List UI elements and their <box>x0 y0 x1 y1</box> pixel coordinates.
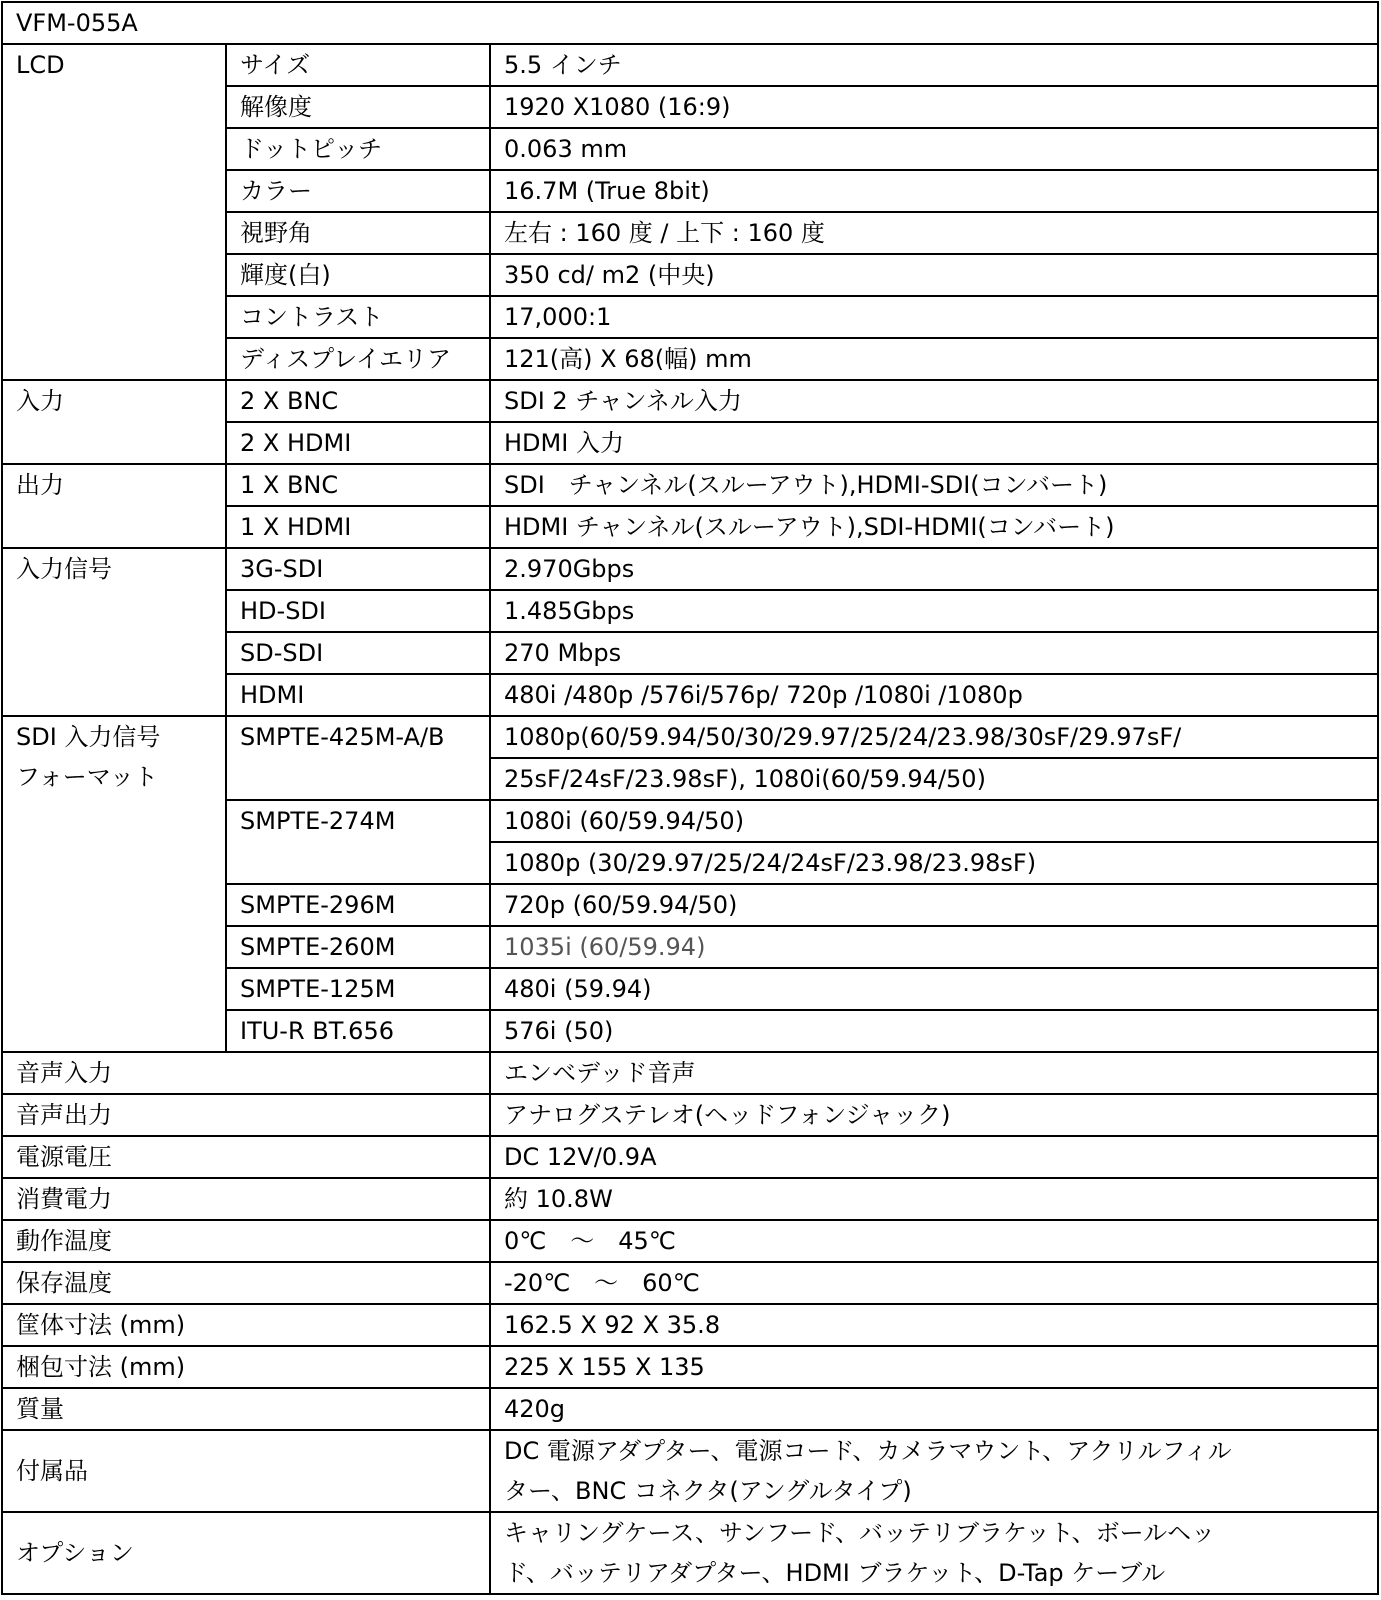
spec-row <box>2 1388 1378 1430</box>
spec-value: 350 cd/ m2 (中央) <box>490 254 1378 296</box>
model-title: VFM-055A <box>2 2 1378 44</box>
spec-label: 音声出力 <box>2 1094 490 1136</box>
spec-value: 270 Mbps <box>490 632 1378 674</box>
spec-value: -20℃ ～ 60℃ <box>490 1262 1378 1304</box>
spec-row <box>2 1052 1378 1094</box>
spec-row <box>2 1136 1378 1178</box>
input-signal-row <box>2 548 1378 590</box>
spec-value: 17,000:1 <box>490 296 1378 338</box>
spec-name: SMPTE-425M-A/B <box>226 716 490 800</box>
spec-value: 5.5 インチ <box>490 44 1378 86</box>
spec-value: HDMI 入力 <box>490 422 1378 464</box>
spec-name: 1 X BNC <box>226 464 490 506</box>
spec-label: 質量 <box>2 1388 490 1430</box>
spec-value: 約 10.8W <box>490 1178 1378 1220</box>
spec-row <box>2 1346 1378 1388</box>
spec-name: SD-SDI <box>226 632 490 674</box>
spec-value: 1920 X1080 (16:9) <box>490 86 1378 128</box>
accessories-row <box>2 1430 1378 1512</box>
accessories-line2: ター、BNC コネクタ(アングルタイプ) <box>504 1477 912 1505</box>
input-label: 入力 <box>2 380 226 464</box>
spec-name: 3G-SDI <box>226 548 490 590</box>
spec-value: 576i (50) <box>490 1010 1378 1052</box>
spec-name: 輝度(白) <box>226 254 490 296</box>
spec-value: DC 12V/0.9A <box>490 1136 1378 1178</box>
spec-name: カラー <box>226 170 490 212</box>
spec-value: 0℃ ～ 45℃ <box>490 1220 1378 1262</box>
sdi-format-row <box>2 716 1378 758</box>
spec-value: SDI チャンネル(スルーアウト),HDMI-SDI(コンバート) <box>490 464 1378 506</box>
spec-row <box>2 1220 1378 1262</box>
spec-row <box>2 1178 1378 1220</box>
spec-value: 0.063 mm <box>490 128 1378 170</box>
spec-value: 左右 : 160 度 / 上下 : 160 度 <box>490 212 1378 254</box>
options-line1: キャリングケース、サンフード、バッテリブラケット、ボールヘッ <box>504 1519 1216 1547</box>
spec-value: 1.485Gbps <box>490 590 1378 632</box>
spec-name: HDMI <box>226 674 490 716</box>
options-value <box>490 1512 1378 1594</box>
lcd-row <box>2 44 1378 86</box>
options-line2: ド、バッテリアダプター、HDMI ブラケット、D-Tap ケーブル <box>504 1559 1166 1587</box>
spec-value: 720p (60/59.94/50) <box>490 884 1378 926</box>
spec-name: ディスプレイエリア <box>226 338 490 380</box>
spec-value: 1080p(60/59.94/50/30/29.97/25/24/23.98/30sF/29.97sF/ <box>490 716 1378 758</box>
accessories-line1: DC 電源アダプター、電源コード、カメラマウント、アクリルフィル <box>504 1437 1232 1465</box>
spec-label: 音声入力 <box>2 1052 490 1094</box>
spec-row <box>2 1304 1378 1346</box>
title-row <box>2 2 1378 44</box>
spec-value: 16.7M (True 8bit) <box>490 170 1378 212</box>
sdi-format-label-line1: SDI 入力信号 <box>16 723 161 751</box>
spec-value: アナログステレオ(ヘッドフォンジャック) <box>490 1094 1378 1136</box>
spec-table <box>1 1 1379 1595</box>
spec-value: HDMI チャンネル(スルーアウト),SDI-HDMI(コンバート) <box>490 506 1378 548</box>
spec-value: 1080p (30/29.97/25/24/24sF/23.98/23.98sF) <box>490 842 1378 884</box>
spec-value: SDI 2 チャンネル入力 <box>490 380 1378 422</box>
spec-label: 電源電圧 <box>2 1136 490 1178</box>
spec-value: 420g <box>490 1388 1378 1430</box>
accessories-label: 付属品 <box>2 1430 490 1512</box>
options-row <box>2 1512 1378 1594</box>
spec-name: HD-SDI <box>226 590 490 632</box>
output-label: 出力 <box>2 464 226 548</box>
spec-value: エンベデッド音声 <box>490 1052 1378 1094</box>
spec-name: ITU-R BT.656 <box>226 1010 490 1052</box>
sdi-format-label <box>2 716 226 1052</box>
input-row <box>2 380 1378 422</box>
spec-label: 保存温度 <box>2 1262 490 1304</box>
spec-value: 25sF/24sF/23.98sF), 1080i(60/59.94/50) <box>490 758 1378 800</box>
spec-value: 480i (59.94) <box>490 968 1378 1010</box>
input-signal-label: 入力信号 <box>2 548 226 716</box>
spec-row <box>2 1094 1378 1136</box>
spec-value: 162.5 X 92 X 35.8 <box>490 1304 1378 1346</box>
sdi-format-label-line2: フォーマット <box>16 763 158 791</box>
spec-name: 解像度 <box>226 86 490 128</box>
spec-name: SMPTE-296M <box>226 884 490 926</box>
spec-value: 2.970Gbps <box>490 548 1378 590</box>
spec-name: 視野角 <box>226 212 490 254</box>
spec-label: 消費電力 <box>2 1178 490 1220</box>
spec-name: 1 X HDMI <box>226 506 490 548</box>
spec-name: SMPTE-274M <box>226 800 490 884</box>
spec-name: コントラスト <box>226 296 490 338</box>
spec-value: 121(高) X 68(幅) mm <box>490 338 1378 380</box>
spec-label: 動作温度 <box>2 1220 490 1262</box>
spec-name: 2 X HDMI <box>226 422 490 464</box>
spec-name: SMPTE-260M <box>226 926 490 968</box>
spec-name: ドットピッチ <box>226 128 490 170</box>
spec-value: 225 X 155 X 135 <box>490 1346 1378 1388</box>
lcd-label: LCD <box>2 44 226 380</box>
output-row <box>2 464 1378 506</box>
spec-value: 1080i (60/59.94/50) <box>490 800 1378 842</box>
spec-name: SMPTE-125M <box>226 968 490 1010</box>
spec-name: サイズ <box>226 44 490 86</box>
spec-value: 1035i (60/59.94) <box>490 926 1378 968</box>
spec-row <box>2 1262 1378 1304</box>
spec-label: 梱包寸法 (mm) <box>2 1346 490 1388</box>
spec-name: 2 X BNC <box>226 380 490 422</box>
spec-label: 筐体寸法 (mm) <box>2 1304 490 1346</box>
spec-value: 480i /480p /576i/576p/ 720p /1080i /1080p <box>490 674 1378 716</box>
options-label: オプション <box>2 1512 490 1594</box>
accessories-value <box>490 1430 1378 1512</box>
